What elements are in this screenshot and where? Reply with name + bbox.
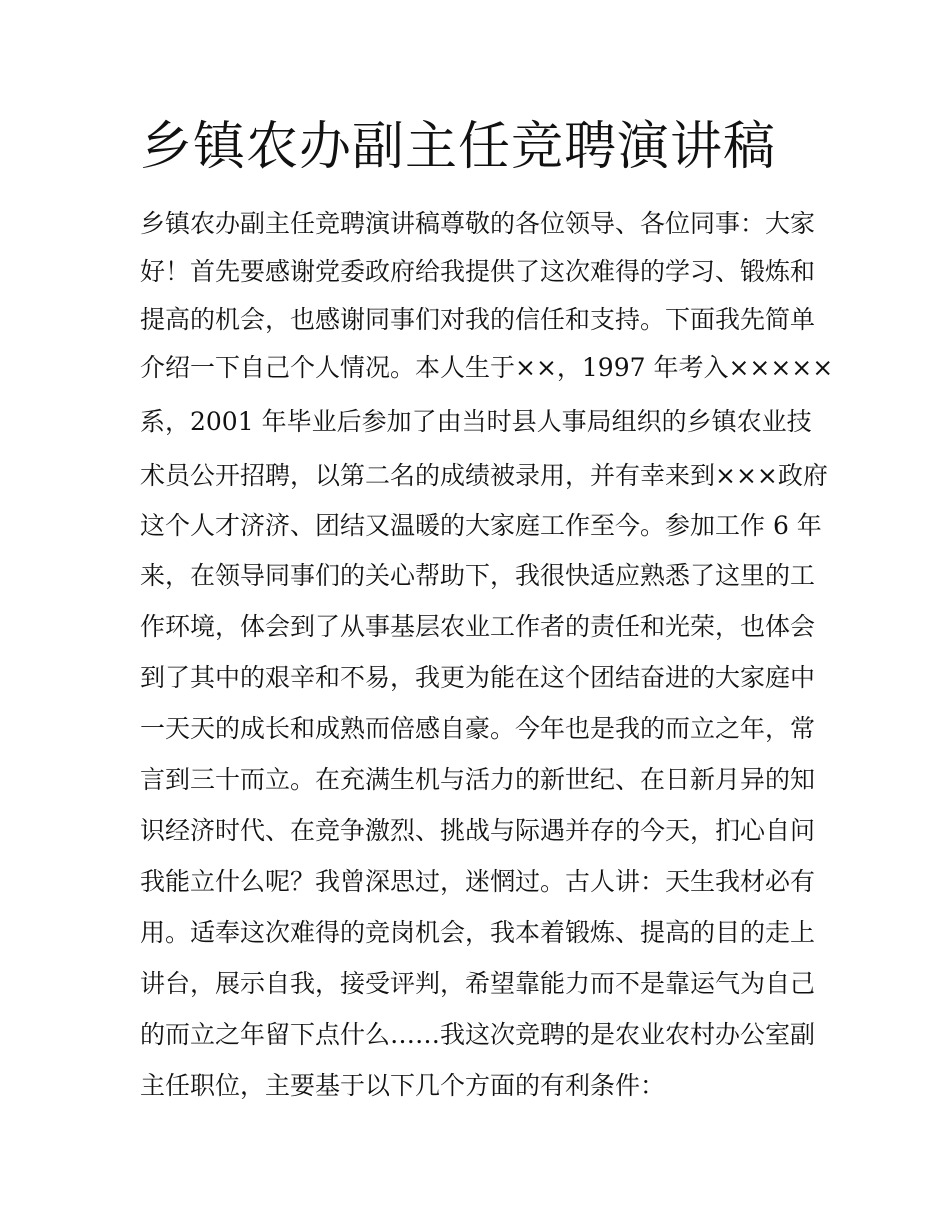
body-line: 到了其中的艰辛和不易，我更为能在这个团结奋进的大家庭中 [140, 663, 816, 692]
body-line: 作环境，体会到了从事基层农业工作者的责任和光荣，也体会 [140, 612, 816, 641]
body-line: 我能立什么呢？我曾深思过，迷惘过。古人讲：天生我材必有 [140, 867, 816, 896]
body-line: 介绍一下自己个人情况。本人生于××，1997 年考入××××× [140, 353, 834, 382]
body-line: 一天天的成长和成熟而倍感自豪。今年也是我的而立之年，常 [140, 714, 816, 743]
body-line: 系，2001 年毕业后参加了由当时县人事局组织的乡镇农业技 [140, 407, 812, 436]
body-line: 的而立之年留下点什么……我这次竞聘的是农业农村办公室副 [140, 1020, 816, 1049]
body-line: 这个人才济济、团结又温暖的大家庭工作至今。参加工作 6 年 [140, 511, 822, 540]
body-line: 用。适奉这次难得的竞岗机会，我本着锻炼、提高的目的走上 [140, 918, 816, 947]
body-line: 乡镇农办副主任竞聘演讲稿尊敬的各位领导、各位同事：大家 [140, 209, 816, 238]
body-line: 言到三十而立。在充满生机与活力的新世纪、在日新月异的知 [140, 765, 816, 794]
body-line: 讲台，展示自我，接受评判，希望靠能力而不是靠运气为自己 [140, 969, 816, 998]
body-line: 术员公开招聘，以第二名的成绩被录用，并有幸来到×××政府 [140, 461, 828, 490]
body-line: 提高的机会，也感谢同事们对我的信任和支持。下面我先简单 [140, 305, 816, 334]
body-line: 好！首先要感谢党委政府给我提供了这次难得的学习、锻炼和 [140, 257, 816, 286]
document-title: 乡镇农办副主任竞聘演讲稿 [140, 117, 777, 177]
body-line: 来，在领导同事们的关心帮助下，我很快适应熟悉了这里的工 [140, 561, 816, 590]
body-line: 主任职位，主要基于以下几个方面的有利条件： [140, 1071, 666, 1100]
body-line: 识经济时代、在竞争激烈、挑战与际遇并存的今天，扪心自问 [140, 816, 816, 845]
